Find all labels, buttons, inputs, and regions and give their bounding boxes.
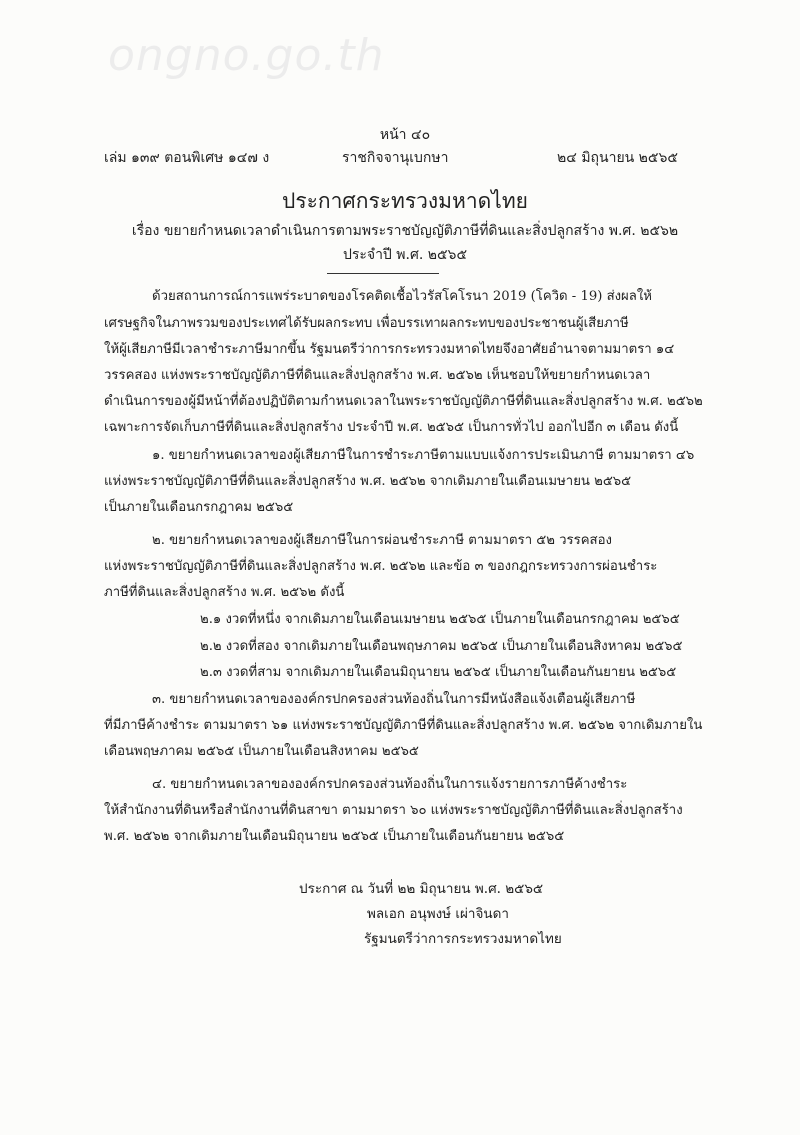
item-3-line: เดือนพฤษภาคม ๒๕๖๕ เป็นภายในเดือนสิงหาคม ๒๕๖๕ [104,744,419,759]
document-title: ประกาศกระทรวงมหาดไทย [282,189,528,213]
item-1-line: ๑. ขยายกำหนดเวลาของผู้เสียภาษีในการชำระภาษีตามแบบแจ้งการประเมินภาษี ตามมาตรา ๔๖ [152,448,695,463]
title-divider [327,273,439,274]
publication-date: ๒๔ มิถุนายน ๒๕๖๕ [557,150,678,166]
page-number: หน้า ๔๐ [379,127,431,143]
item-4-line: พ.ศ. ๒๕๖๒ จากเดิมภายในเดือนมิถุนายน ๒๕๖๕ เป็นภายในเดือนกันยายน ๒๕๖๕ [104,829,565,844]
signatory-name: พลเอก อนุพงษ์ เผ่าจินดา [367,906,509,922]
watermark: ongno.go.th [108,30,385,81]
item-2-line: ภาษีที่ดินและสิ่งปลูกสร้าง พ.ศ. ๒๕๖๒ ดังนี้ [104,585,345,600]
item-3-line: ๓. ขยายกำหนดเวลาขององค์กรปกครองส่วนท้องถิ่นในการมีหนังสือแจ้งเตือนผู้เสียภาษี [152,692,636,707]
subject-line-1: เรื่อง ขยายกำหนดเวลาดำเนินการตามพระราชบัญญัติภาษีที่ดินและสิ่งปลูกสร้าง พ.ศ. ๒๕๖๒ [131,223,679,239]
preamble-line: วรรคสอง แห่งพระราชบัญญัติภาษีที่ดินและสิ่งปลูกสร้าง พ.ศ. ๒๕๖๒ เห็นชอบให้ขยายกำหนดเวลา [104,368,651,383]
item-2-sub-line: ๒.๓ งวดที่สาม จากเดิมภายในเดือนมิถุนายน ๒๕๖๕ เป็นภายในเดือนกันยายน ๒๕๖๕ [200,665,677,680]
preamble-line: ให้ผู้เสียภาษีมีเวลาชำระภาษีมากขึ้น รัฐมนตรีว่าการกระทรวงมหาดไทยจึงอาศัยอำนาจตามมาตรา ๑๔ [104,342,675,357]
item-1-line: แห่งพระราชบัญญัติภาษีที่ดินและสิ่งปลูกสร้าง พ.ศ. ๒๕๖๒ จากเดิมภายในเดือนเมษายน ๒๕๖๕ [104,474,632,489]
preamble-line: ดำเนินการของผู้มีหน้าที่ต้องปฏิบัติตามกำหนดเวลาในพระราชบัญญัติภาษีที่ดินและสิ่งปลูกสร้าง พ.ศ. ๒๕๖๒ [104,394,703,409]
item-2-line: ๒. ขยายกำหนดเวลาของผู้เสียภาษีในการผ่อนชำระภาษี ตามมาตรา ๕๒ วรรคสอง [152,533,612,548]
item-2-sub-line: ๒.๑ งวดที่หนึ่ง จากเดิมภายในเดือนเมษายน ๒๕๖๕ เป็นภายในเดือนกรกฎาคม ๒๕๖๕ [200,612,680,627]
gazette-name: ราชกิจจานุเบกษา [342,150,449,166]
item-2-line: แห่งพระราชบัญญัติภาษีที่ดินและสิ่งปลูกสร้าง พ.ศ. ๒๕๖๒ และข้อ ๓ ของกฎกระทรวงการผ่อนชำระ [104,559,658,574]
item-3-line: ที่มีภาษีค้างชำระ ตามมาตรา ๖๑ แห่งพระราชบัญญัติภาษีที่ดินและสิ่งปลูกสร้าง พ.ศ. ๒๕๖๒ จากเดิมภายใน [104,718,703,733]
volume-issue: เล่ม ๑๓๙ ตอนพิเศษ ๑๔๗ ง [104,150,270,166]
item-4-line: ให้สำนักงานที่ดินหรือสำนักงานที่ดินสาขา ตามมาตรา ๖๐ แห่งพระราชบัญญัติภาษีที่ดินและสิ่งปลูกสร้าง [104,803,683,818]
subject-line-2: ประจำปี พ.ศ. ๒๕๖๕ [342,247,468,263]
preamble-line: เศรษฐกิจในภาพรวมของประเทศได้รับผลกระทบ เพื่อบรรเทาผลกระทบของประชาชนผู้เสียภาษี [104,316,629,331]
preamble-line: เฉพาะการจัดเก็บภาษีที่ดินและสิ่งปลูกสร้าง ประจำปี พ.ศ. ๒๕๖๕ เป็นการทั่วไป ออกไปอีก ๓ เดือน ดังนี้ [104,420,679,435]
item-2-sub-line: ๒.๒ งวดที่สอง จากเดิมภายในเดือนพฤษภาคม ๒๕๖๕ เป็นภายในเดือนสิงหาคม ๒๕๖๕ [200,639,683,654]
preamble-line: ด้วยสถานการณ์การแพร่ระบาดของโรคติดเชื้อไวรัสโคโรนา 2019 (โควิด - 19) ส่งผลให้ [152,289,652,304]
signatory-position: รัฐมนตรีว่าการกระทรวงมหาดไทย [364,931,562,947]
item-1-line: เป็นภายในเดือนกรกฎาคม ๒๕๖๕ [104,500,294,515]
item-4-line: ๔. ขยายกำหนดเวลาขององค์กรปกครองส่วนท้องถิ่นในการแจ้งรายการภาษีค้างชำระ [152,777,628,792]
announcement-date: ประกาศ ณ วันที่ ๒๒ มิถุนายน พ.ศ. ๒๕๖๕ [299,881,544,897]
